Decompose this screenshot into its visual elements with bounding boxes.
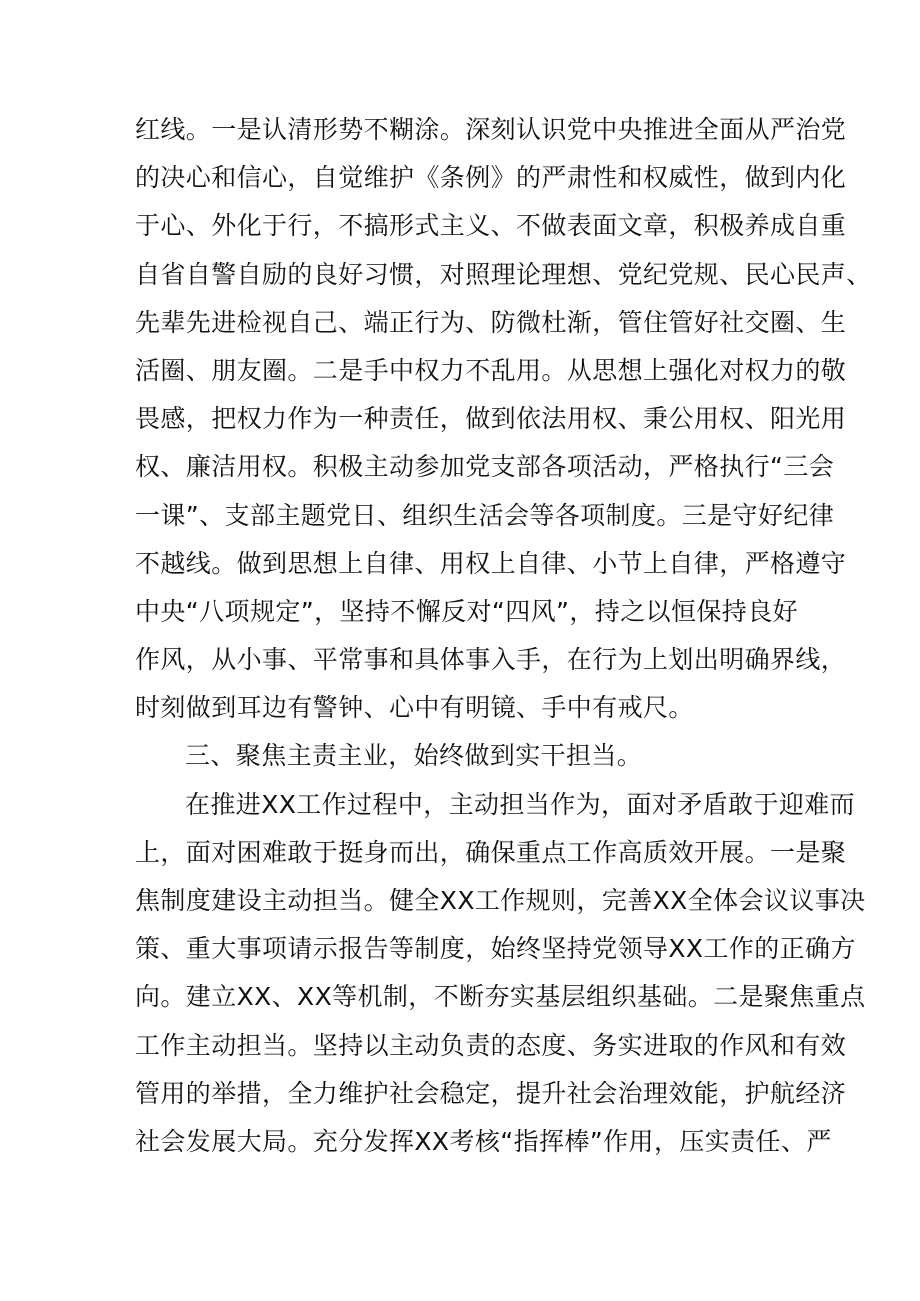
text-line: 中央“八项规定”，坚持不懈反对“四风”，持之以恒保持良好 xyxy=(135,596,799,626)
text-line: 一课”、支部主题党日、组织生活会等各项制度。三是守好纪律 xyxy=(135,500,835,530)
text-line: 时刻做到耳边有警钟、心中有明镜、手中有戒尺。 xyxy=(135,693,694,723)
text-line: 上，面对困难敢于挺身而出，确保重点工作高质效开展。一是聚 xyxy=(135,837,847,867)
text-line: 的决心和信心，自觉维护《条例》的严肃性和权威性，做到内化 xyxy=(135,163,847,193)
text-line: 策、重大事项请示报告等制度，始终坚持党领导XX工作的正确方 xyxy=(135,934,856,964)
text-line: 向。建立XX、XX等机制，不断夯实基层组织基础。二是聚焦重点 xyxy=(135,982,866,1012)
text-line: 自省自警自励的良好习惯，对照理论理想、党纪党规、民心民声、 xyxy=(135,259,872,289)
text-line: 焦制度建设主动担当。健全XX工作规则，完善XX全体会议议事决 xyxy=(135,886,866,915)
text-line: 活圈、朋友圈。二是手中权力不乱用。从思想上强化对权力的敬 xyxy=(135,355,847,385)
text-line: 先辈先进检视自己、端正行为、防微杜渐，管住管好社交圈、生 xyxy=(135,307,847,337)
text-line: 红线。一是认清形势不糊涂。深刻认识党中央推进全面从严治党 xyxy=(135,115,847,144)
text-line: 工作主动担当。坚持以主动负责的态度、务实进取的作风和有效 xyxy=(135,1030,847,1060)
text-line: 畏感，把权力作为一种责任，做到依法用权、秉公用权、阳光用 xyxy=(135,404,847,434)
text-line: 不越线。做到思想上自律、用权上自律、小节上自律，严格遵守 xyxy=(135,548,847,578)
text-line: 在推进XX工作过程中，主动担当作为，面对矛盾敢于迎难而 xyxy=(185,789,856,819)
text-line: 权、廉洁用权。积极主动参加党支部各项活动，严格执行“三会 xyxy=(135,452,835,482)
section-heading xyxy=(135,732,795,780)
text-line: 管用的举措，全力维护社会稳定，提升社会治理效能，护航经济 xyxy=(135,1078,847,1108)
text-line: 于心、外化于行，不搞形式主义、不做表面文章，积极养成自重 xyxy=(135,211,847,241)
heading-line: 三、聚焦主责主业，始终做到实干担当。 xyxy=(185,741,643,771)
text-line: 社会发展大局。充分发挥XX考核“指挥棒”作用，压实责任、严 xyxy=(135,1126,832,1156)
paragraph-responsibility xyxy=(135,781,866,1167)
paragraph-integrity xyxy=(135,106,872,732)
text-line: 作风，从小事、平常事和具体事入手，在行为上划出明确界线， xyxy=(135,645,847,675)
document-body xyxy=(135,106,872,1166)
